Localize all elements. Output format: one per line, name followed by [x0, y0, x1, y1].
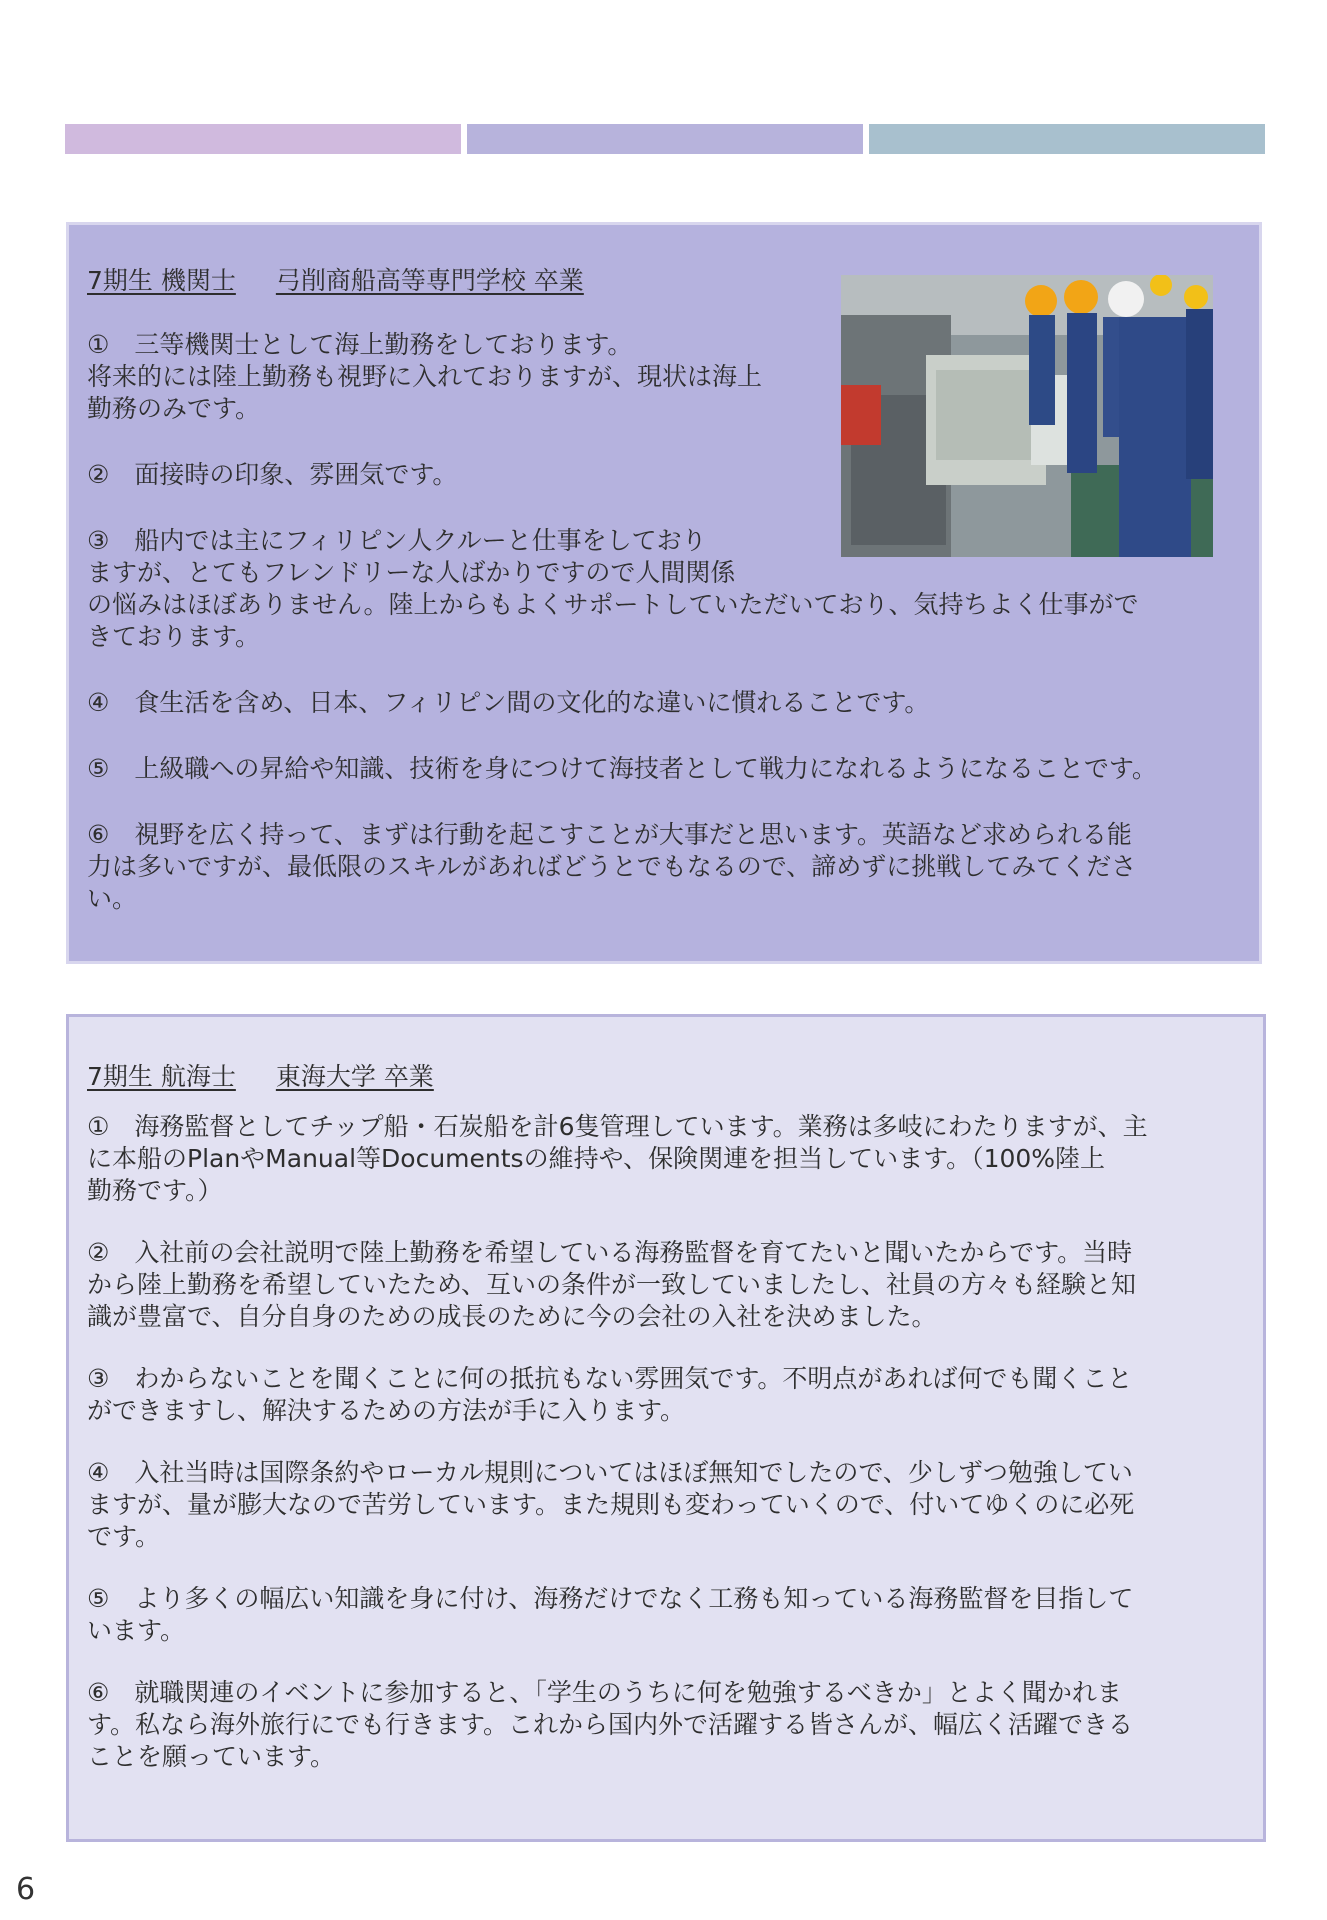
section2-answer-4: ④ 入社当時は国際条約やローカル規則についてはほぼ無知でしたので、少しずつ勉強してい ますが、量が膨大なので苦労しています。また規則も変わっていくので、付いてゆくのに必死 です。 — [87, 1458, 1135, 1551]
section1-heading-school: 弓削商船高等専門学校 卒業 — [275, 266, 584, 295]
page-number: 6 — [16, 1872, 36, 1907]
section2-heading-school: 東海大学 卒業 — [275, 1062, 434, 1091]
section2-heading-class: 7期生 航海士 — [87, 1062, 236, 1091]
section2-answer-1: ① 海務監督としてチップ船・石炭船を計6隻管理しています。業務は多岐にわたりますが、主 に本船のPlanやManual等Documentsの維持や、保険関連を担当しています。（100%陸上 勤務です。） — [87, 1112, 1148, 1205]
section1-answer-5: ⑤ 上級職への昇給や知識、技術を身につけて海技者として戦力になれるようになることです。 — [87, 754, 1157, 783]
section2-answer-6: ⑥ 就職関連のイベントに参加すると、「学生のうちに何を勉強するべきか」とよく聞かれま す。私なら海外旅行にでも行きます。これから国内外で活躍する皆さんが、幅広く活躍できる ことを願っています。 — [87, 1678, 1134, 1771]
section1-answer-4: ④ 食生活を含め、日本、フィリピン間の文化的な違いに慣れることです。 — [87, 688, 930, 717]
section1-heading-class: 7期生 機関士 — [87, 266, 236, 295]
header-color-bar-2 — [467, 124, 863, 154]
engineer-interview-card — [66, 222, 1262, 964]
section2-heading — [87, 1061, 1247, 1093]
section1-answer-3: ③ 船内では主にフィリピン人クルーと仕事をしており ますが、とてもフレンドリーな人ばかりですので人間関係 の悩みはほぼありません。陸上からもよくサポートしていただいており、気持ちよく仕事がで きております。 — [87, 526, 1139, 651]
section1-answer-2: ② 面接時の印象、雰囲気です。 — [87, 460, 458, 489]
section1-answer-1: ① 三等機関士として海上勤務をしております。 将来的には陸上勤務も視野に入れておりますが、現状は海上 勤務のみです。 — [87, 330, 763, 423]
section2-answer-5: ⑤ より多くの幅広い知識を身に付け、海務だけでなく工務も知っている海務監督を目指して います。 — [87, 1584, 1134, 1645]
section1-answer-6: ⑥ 視野を広く持って、まずは行動を起こすことが大事だと思います。英語など求められる能 力は多いですが、最低限のスキルがあればどうとでもなるので、諦めずに挑戦してみてくださ い。 — [87, 820, 1137, 913]
section2-answer-3: ③ わからないことを聞くことに何の抵抗もない雰囲気です。不明点があれば何でも聞くこと ができますし、解決するための方法が手に入ります。 — [87, 1364, 1133, 1425]
section1-heading — [87, 265, 1243, 297]
section2-answer-2: ② 入社前の会社説明で陸上勤務を希望している海務監督を育てたいと聞いたからです。当時 から陸上勤務を希望していたため、互いの条件が一致していましたし、社員の方々も経験と知 識が豊富で、自分自身のための成長のために今の会社の入社を決めました。 — [87, 1238, 1137, 1331]
header-color-bar-3 — [869, 124, 1265, 154]
navigator-interview-card — [66, 1014, 1266, 1842]
header-color-bar-1 — [65, 124, 461, 154]
